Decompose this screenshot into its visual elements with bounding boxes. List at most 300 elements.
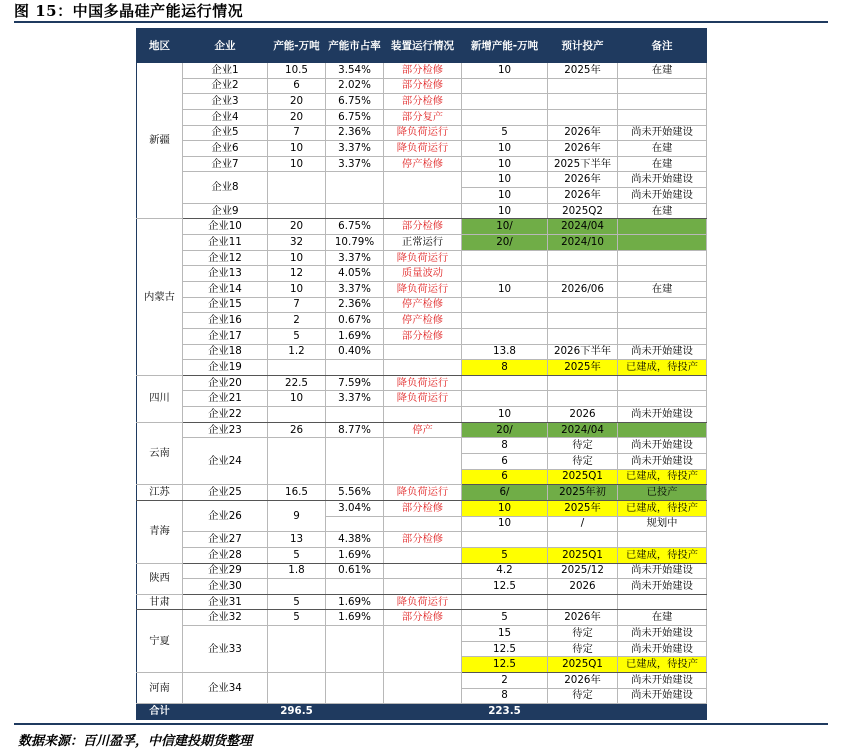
share-cell: 7.59%	[326, 375, 384, 391]
capacity-cell: 9	[268, 500, 326, 531]
table-row	[137, 125, 707, 141]
new-capacity-cell: 10/	[462, 219, 548, 235]
note-cell	[618, 250, 707, 266]
status-cell	[384, 563, 462, 579]
new-capacity-cell: 6	[462, 454, 548, 470]
status-cell: 部分检修	[384, 610, 462, 626]
status-cell	[384, 626, 462, 673]
new-capacity-cell: 10	[462, 407, 548, 423]
start-date-cell: 2026	[548, 579, 618, 595]
new-capacity-cell: 4.2	[462, 563, 548, 579]
status-cell: 部分检修	[384, 532, 462, 548]
region-cell: 宁夏	[137, 610, 183, 673]
company-cell: 企业28	[183, 547, 268, 563]
status-cell	[384, 579, 462, 595]
company-cell: 企业7	[183, 156, 268, 172]
header-status: 装置运行情况	[384, 29, 462, 63]
start-date-cell: 2024/04	[548, 422, 618, 438]
table-row	[137, 281, 707, 297]
note-cell	[618, 532, 707, 548]
company-cell: 企业24	[183, 438, 268, 485]
start-date-cell: 2025年	[548, 360, 618, 376]
start-date-cell: 待定	[548, 438, 618, 454]
table-row	[137, 391, 707, 407]
new-capacity-cell: 6	[462, 469, 548, 485]
table-row	[137, 250, 707, 266]
bottom-rule	[14, 723, 828, 725]
new-capacity-cell	[462, 594, 548, 610]
status-cell: 降负荷运行	[384, 281, 462, 297]
region-cell: 江苏	[137, 485, 183, 501]
share-cell	[326, 672, 384, 703]
new-capacity-cell	[462, 328, 548, 344]
table-row	[137, 156, 707, 172]
start-date-cell	[548, 375, 618, 391]
new-capacity-cell	[462, 266, 548, 282]
table-row	[137, 235, 707, 251]
capacity-cell	[268, 672, 326, 703]
start-date-cell: /	[548, 516, 618, 532]
new-capacity-cell	[462, 532, 548, 548]
capacity-cell: 22.5	[268, 375, 326, 391]
company-cell: 企业21	[183, 391, 268, 407]
note-cell: 在建	[618, 141, 707, 157]
share-cell: 3.37%	[326, 391, 384, 407]
share-cell	[326, 516, 384, 532]
table-row	[137, 360, 707, 376]
company-cell: 企业16	[183, 313, 268, 329]
status-cell	[384, 438, 462, 485]
share-cell: 6.75%	[326, 94, 384, 110]
start-date-cell: 2025年	[548, 63, 618, 79]
new-capacity-cell: 8	[462, 438, 548, 454]
share-cell: 4.05%	[326, 266, 384, 282]
status-cell	[384, 704, 462, 720]
source-note: 数据来源：百川盈孚，中信建投期货整理	[18, 734, 253, 749]
status-cell: 停产检修	[384, 313, 462, 329]
start-date-cell: 2026年	[548, 610, 618, 626]
note-cell: 尚未开始建设	[618, 172, 707, 188]
company-cell: 企业27	[183, 532, 268, 548]
company-cell: 企业3	[183, 94, 268, 110]
share-cell: 0.67%	[326, 313, 384, 329]
table-row	[137, 375, 707, 391]
table-row	[137, 407, 707, 423]
note-cell: 尚未开始建设	[618, 641, 707, 657]
polysilicon-capacity-table	[136, 28, 707, 720]
region-cell: 四川	[137, 375, 183, 422]
capacity-cell: 10	[268, 281, 326, 297]
new-capacity-cell: 8	[462, 688, 548, 704]
start-date-cell: 2026年	[548, 141, 618, 157]
company-cell: 企业11	[183, 235, 268, 251]
note-cell: 规划中	[618, 516, 707, 532]
start-date-cell: 2026	[548, 407, 618, 423]
table-row	[137, 109, 707, 125]
share-cell: 10.79%	[326, 235, 384, 251]
table-row	[137, 328, 707, 344]
note-cell	[618, 219, 707, 235]
status-cell: 降负荷运行	[384, 594, 462, 610]
note-cell: 已投产	[618, 485, 707, 501]
table-row	[137, 203, 707, 219]
status-cell: 降负荷运行	[384, 125, 462, 141]
new-capacity-cell: 10	[462, 172, 548, 188]
share-cell: 0.40%	[326, 344, 384, 360]
status-cell: 停产	[384, 422, 462, 438]
note-cell	[618, 313, 707, 329]
note-cell: 已建成，待投产	[618, 360, 707, 376]
capacity-cell: 20	[268, 94, 326, 110]
note-cell: 尚未开始建设	[618, 188, 707, 204]
share-cell: 1.69%	[326, 610, 384, 626]
status-cell	[384, 172, 462, 203]
share-cell	[326, 203, 384, 219]
company-cell: 企业19	[183, 360, 268, 376]
capacity-cell: 10.5	[268, 63, 326, 79]
table-row	[137, 344, 707, 360]
share-cell: 2.02%	[326, 78, 384, 94]
start-date-cell: 2024/04	[548, 219, 618, 235]
start-date-cell	[548, 109, 618, 125]
table-row	[137, 594, 707, 610]
table-row	[137, 78, 707, 94]
new-capacity-cell	[462, 297, 548, 313]
new-capacity-cell: 5	[462, 610, 548, 626]
capacity-cell	[268, 626, 326, 673]
capacity-cell: 16.5	[268, 485, 326, 501]
start-date-cell: 2025年初	[548, 485, 618, 501]
header-share: 产能市占率	[326, 29, 384, 63]
table-row	[137, 297, 707, 313]
note-cell: 已建成，待投产	[618, 500, 707, 516]
note-cell	[618, 109, 707, 125]
note-cell	[618, 235, 707, 251]
header-capacity: 产能-万吨	[268, 29, 326, 63]
start-date-cell: 2025Q1	[548, 547, 618, 563]
note-cell: 已建成，待投产	[618, 469, 707, 485]
share-cell: 3.37%	[326, 250, 384, 266]
company-cell: 企业5	[183, 125, 268, 141]
note-cell	[618, 328, 707, 344]
status-cell: 部分检修	[384, 328, 462, 344]
table-row	[137, 172, 707, 188]
region-cell: 新疆	[137, 63, 183, 219]
start-date-cell: 2025Q1	[548, 469, 618, 485]
start-date-cell: 2026/06	[548, 281, 618, 297]
note-cell: 尚未开始建设	[618, 579, 707, 595]
figure-title: 图 15：中国多晶硅产能运行情况	[14, 2, 244, 20]
status-cell	[384, 516, 462, 532]
capacity-cell: 1.8	[268, 563, 326, 579]
status-cell	[384, 344, 462, 360]
capacity-cell: 20	[268, 219, 326, 235]
company-cell: 企业22	[183, 407, 268, 423]
company-cell: 企业32	[183, 610, 268, 626]
company-cell: 企业26	[183, 500, 268, 531]
share-cell: 3.37%	[326, 281, 384, 297]
status-cell: 部分检修	[384, 500, 462, 516]
start-date-cell	[548, 94, 618, 110]
note-cell: 尚未开始建设	[618, 672, 707, 688]
company-cell: 企业14	[183, 281, 268, 297]
new-capacity-cell: 12.5	[462, 579, 548, 595]
capacity-cell	[268, 438, 326, 485]
note-cell	[618, 594, 707, 610]
table-row	[137, 63, 707, 79]
share-cell	[326, 407, 384, 423]
share-cell: 3.37%	[326, 156, 384, 172]
status-cell	[384, 547, 462, 563]
status-cell: 部分检修	[384, 94, 462, 110]
start-date-cell: 2024/10	[548, 235, 618, 251]
capacity-cell: 20	[268, 109, 326, 125]
start-date-cell: 2026下半年	[548, 344, 618, 360]
start-date-cell	[548, 266, 618, 282]
capacity-cell	[268, 360, 326, 376]
table-row	[137, 141, 707, 157]
start-date-cell: 2026年	[548, 672, 618, 688]
capacity-cell: 12	[268, 266, 326, 282]
note-cell: 尚未开始建设	[618, 454, 707, 470]
status-cell: 降负荷运行	[384, 485, 462, 501]
new-capacity-cell: 10	[462, 188, 548, 204]
status-cell: 停产检修	[384, 297, 462, 313]
header-region: 地区	[137, 29, 183, 63]
total-label: 合计	[137, 704, 183, 720]
share-cell: 2.36%	[326, 297, 384, 313]
share-cell: 6.75%	[326, 109, 384, 125]
start-date-cell: 2026年	[548, 188, 618, 204]
start-date-cell: 待定	[548, 688, 618, 704]
start-date-cell: 待定	[548, 626, 618, 642]
region-cell: 甘肃	[137, 594, 183, 610]
company-cell: 企业23	[183, 422, 268, 438]
table-row	[137, 579, 707, 595]
total-row	[137, 704, 707, 720]
start-date-cell	[548, 250, 618, 266]
top-rule	[14, 21, 828, 23]
table-row	[137, 313, 707, 329]
new-capacity-cell: 6/	[462, 485, 548, 501]
new-capacity-cell: 10	[462, 141, 548, 157]
new-capacity-cell: 10	[462, 516, 548, 532]
table-row	[137, 672, 707, 688]
note-cell: 尚未开始建设	[618, 407, 707, 423]
new-capacity-cell	[462, 94, 548, 110]
table-row	[137, 219, 707, 235]
new-capacity-cell	[462, 78, 548, 94]
status-cell	[384, 672, 462, 703]
capacity-cell	[268, 172, 326, 203]
new-capacity-cell: 20/	[462, 235, 548, 251]
capacity-cell	[268, 203, 326, 219]
header-new-capacity: 新增产能-万吨	[462, 29, 548, 63]
start-date-cell	[548, 391, 618, 407]
company-cell: 企业4	[183, 109, 268, 125]
company-cell: 企业2	[183, 78, 268, 94]
status-cell: 部分检修	[384, 219, 462, 235]
note-cell: 已建成，待投产	[618, 657, 707, 673]
new-capacity-cell: 2	[462, 672, 548, 688]
status-cell: 降负荷运行	[384, 250, 462, 266]
company-cell: 企业6	[183, 141, 268, 157]
start-date-cell: 待定	[548, 641, 618, 657]
new-capacity-cell: 13.8	[462, 344, 548, 360]
capacity-cell: 26	[268, 422, 326, 438]
note-cell: 在建	[618, 610, 707, 626]
note-cell	[618, 375, 707, 391]
company-cell: 企业34	[183, 672, 268, 703]
status-cell: 部分检修	[384, 78, 462, 94]
company-cell: 企业30	[183, 579, 268, 595]
company-cell: 企业18	[183, 344, 268, 360]
status-cell: 降负荷运行	[384, 375, 462, 391]
capacity-cell: 13	[268, 532, 326, 548]
table-row	[137, 532, 707, 548]
new-capacity-cell: 5	[462, 547, 548, 563]
capacity-cell	[268, 407, 326, 423]
capacity-cell: 10	[268, 156, 326, 172]
table-row	[137, 422, 707, 438]
capacity-cell: 10	[268, 141, 326, 157]
capacity-cell: 6	[268, 78, 326, 94]
new-capacity-cell: 10	[462, 500, 548, 516]
share-cell: 3.37%	[326, 141, 384, 157]
new-capacity-cell	[462, 375, 548, 391]
status-cell: 停产检修	[384, 156, 462, 172]
company-cell: 企业29	[183, 563, 268, 579]
status-cell	[384, 407, 462, 423]
start-date-cell	[548, 297, 618, 313]
company-cell: 企业13	[183, 266, 268, 282]
new-capacity-cell: 10	[462, 63, 548, 79]
note-cell: 已建成，待投产	[618, 547, 707, 563]
region-cell: 陕西	[137, 563, 183, 594]
company-cell: 企业17	[183, 328, 268, 344]
table-row	[137, 610, 707, 626]
share-cell	[326, 360, 384, 376]
status-cell: 正常运行	[384, 235, 462, 251]
table-row	[137, 266, 707, 282]
start-date-cell	[548, 704, 618, 720]
table-row	[137, 438, 707, 454]
company-cell: 企业12	[183, 250, 268, 266]
note-cell: 尚未开始建设	[618, 344, 707, 360]
note-cell: 在建	[618, 63, 707, 79]
new-capacity-cell: 20/	[462, 422, 548, 438]
share-cell	[326, 704, 384, 720]
start-date-cell: 2025Q2	[548, 203, 618, 219]
region-cell: 河南	[137, 672, 183, 703]
share-cell: 1.69%	[326, 547, 384, 563]
header-note: 备注	[618, 29, 707, 63]
note-cell	[618, 422, 707, 438]
header-expected-start: 预计投产	[548, 29, 618, 63]
note-cell	[618, 78, 707, 94]
company-cell: 企业15	[183, 297, 268, 313]
total-new-capacity: 223.5	[462, 704, 548, 720]
new-capacity-cell	[462, 109, 548, 125]
share-cell: 0.61%	[326, 563, 384, 579]
capacity-cell: 5	[268, 547, 326, 563]
note-cell: 在建	[618, 156, 707, 172]
note-cell	[618, 266, 707, 282]
start-date-cell: 2025Q1	[548, 657, 618, 673]
start-date-cell	[548, 594, 618, 610]
capacity-cell: 5	[268, 328, 326, 344]
company-cell: 企业31	[183, 594, 268, 610]
table-row	[137, 485, 707, 501]
new-capacity-cell: 12.5	[462, 657, 548, 673]
table-row	[137, 94, 707, 110]
capacity-cell: 5	[268, 610, 326, 626]
status-cell	[384, 360, 462, 376]
start-date-cell	[548, 328, 618, 344]
note-cell: 在建	[618, 281, 707, 297]
new-capacity-cell: 5	[462, 125, 548, 141]
table-row	[137, 563, 707, 579]
table-row	[137, 626, 707, 642]
share-cell	[326, 626, 384, 673]
status-cell: 部分复产	[384, 109, 462, 125]
note-cell: 尚未开始建设	[618, 438, 707, 454]
share-cell: 5.56%	[326, 485, 384, 501]
capacity-cell: 1.2	[268, 344, 326, 360]
note-cell	[618, 391, 707, 407]
capacity-cell: 2	[268, 313, 326, 329]
capacity-cell: 5	[268, 594, 326, 610]
note-cell	[618, 297, 707, 313]
capacity-cell	[268, 579, 326, 595]
start-date-cell: 2025年	[548, 500, 618, 516]
table-row	[137, 500, 707, 516]
company-cell: 企业20	[183, 375, 268, 391]
region-cell: 云南	[137, 422, 183, 485]
company-cell: 企业8	[183, 172, 268, 203]
company-cell: 企业33	[183, 626, 268, 673]
new-capacity-cell	[462, 250, 548, 266]
note-cell: 尚未开始建设	[618, 626, 707, 642]
note-cell: 尚未开始建设	[618, 688, 707, 704]
start-date-cell: 2026年	[548, 172, 618, 188]
start-date-cell	[548, 532, 618, 548]
share-cell: 8.77%	[326, 422, 384, 438]
note-cell: 尚未开始建设	[618, 125, 707, 141]
company-cell	[183, 704, 268, 720]
total-capacity: 296.5	[268, 704, 326, 720]
share-cell	[326, 438, 384, 485]
start-date-cell: 待定	[548, 454, 618, 470]
company-cell: 企业25	[183, 485, 268, 501]
share-cell: 6.75%	[326, 219, 384, 235]
status-cell: 部分检修	[384, 63, 462, 79]
company-cell: 企业1	[183, 63, 268, 79]
share-cell: 2.36%	[326, 125, 384, 141]
status-cell: 降负荷运行	[384, 141, 462, 157]
region-cell: 内蒙古	[137, 219, 183, 375]
start-date-cell: 2026年	[548, 125, 618, 141]
capacity-cell: 10	[268, 250, 326, 266]
capacity-cell: 32	[268, 235, 326, 251]
header-company: 企业	[183, 29, 268, 63]
new-capacity-cell: 10	[462, 156, 548, 172]
share-cell: 1.69%	[326, 594, 384, 610]
capacity-cell: 10	[268, 391, 326, 407]
start-date-cell	[548, 78, 618, 94]
new-capacity-cell	[462, 313, 548, 329]
new-capacity-cell: 15	[462, 626, 548, 642]
